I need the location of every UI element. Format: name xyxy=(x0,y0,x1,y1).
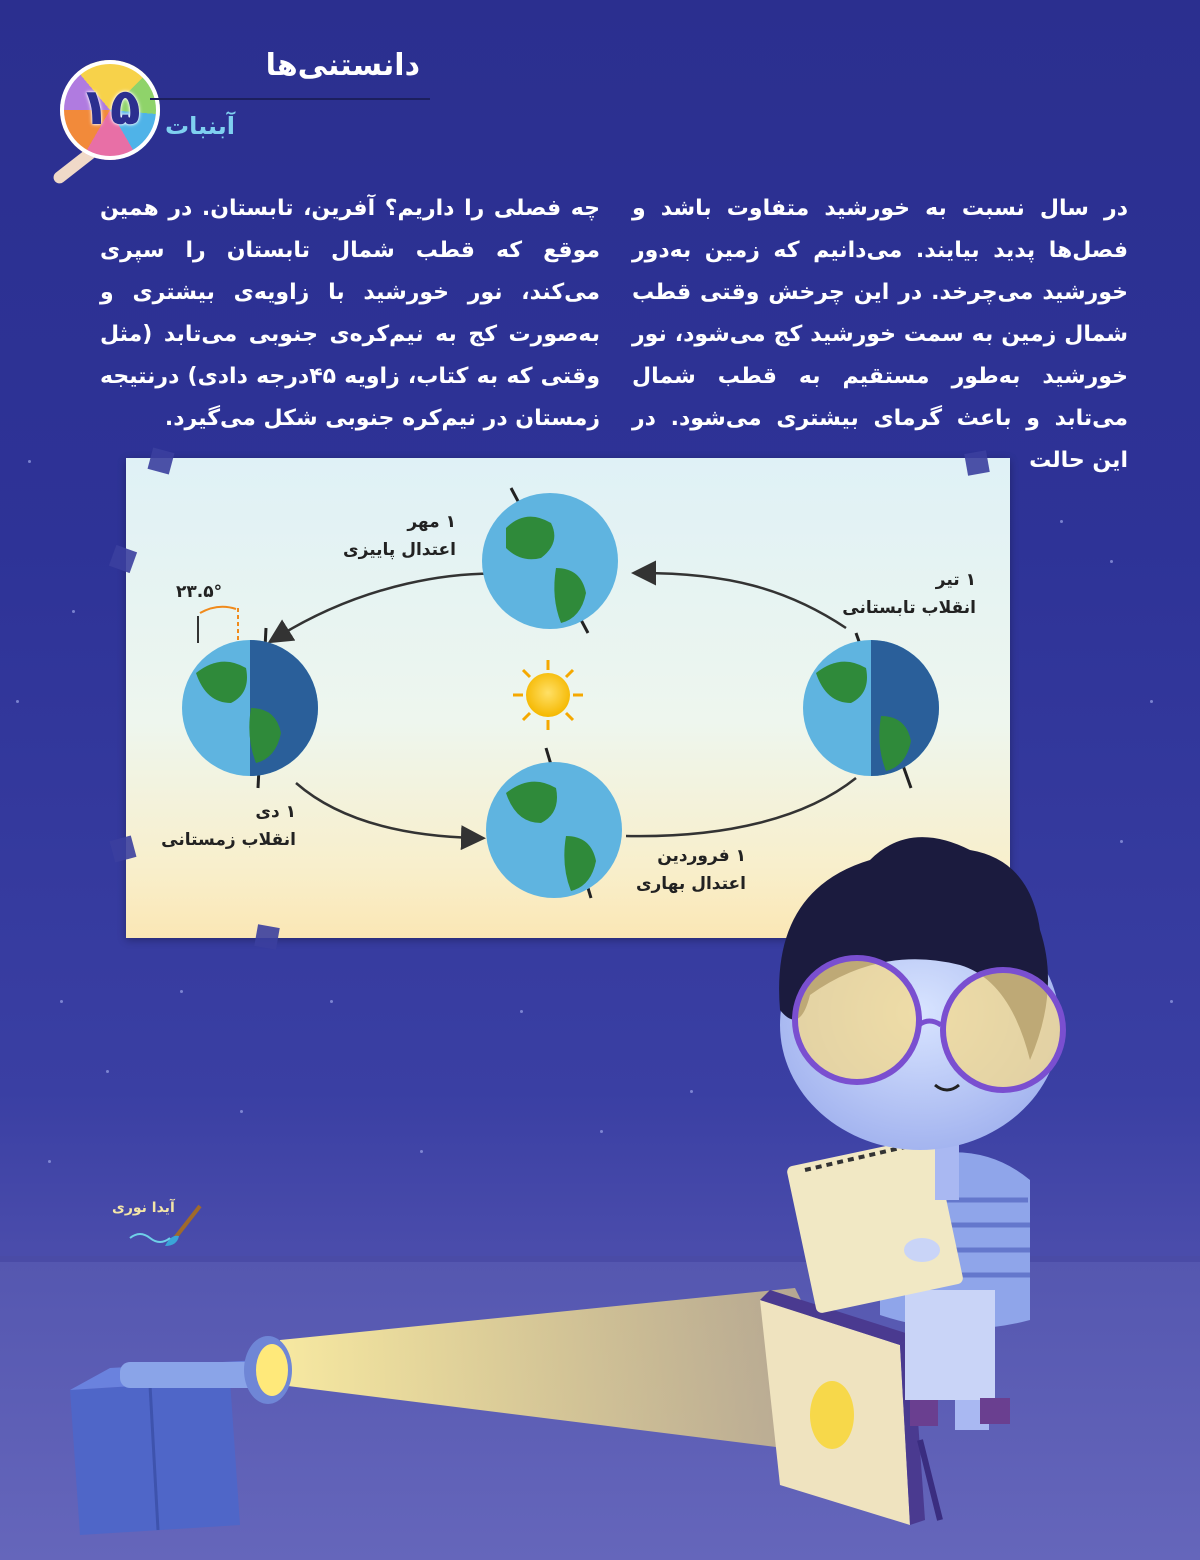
page-number: ۱۵ xyxy=(79,78,141,136)
article-left-column: چه فصلی را داریم؟ آفرین، تابستان. در همین موقع که قطب شمال تابستان را سپری می‌کند، نور خورشید با زاویه‌ی بیشتری و به‌صورت کج به نیم‌کره‌ی جنوبی می‌تابد (مثل وقتی که به کتاب، زاویه ۴۵درجه دادی) درنتیجه زمستان در نیم‌کره جنوبی شکل می‌گیرد. xyxy=(100,196,600,431)
article-right-column: در سال نسبت به خورشید متفاوت باشد و فصل‌ها پدید بیایند. می‌دانیم که زمین به‌دور خورشید می‌چرخد. در این چرخش وقتی قطب شمال زمین به سمت خورشید کج می‌شود، نور خورشید به‌طور مستقیم به قطب شمال می‌تابد و باعث گرمای بیشتری می‌شود. در این حالت xyxy=(632,196,1128,473)
label-summer-name: انقلاب تابستانی xyxy=(842,598,976,618)
label-winter-name: انقلاب زمستانی xyxy=(161,830,296,850)
label-autumn-date: ۱ مهر xyxy=(407,512,456,532)
section-title: دانستنی‌ها xyxy=(265,48,420,83)
glasses-right xyxy=(943,970,1063,1090)
glasses-left xyxy=(795,958,919,1082)
label-spring-name: اعتدال بهاری xyxy=(635,874,746,894)
illustrator-credit: آیدا نوری xyxy=(112,1200,175,1216)
label-summer-date: ۱ تیر xyxy=(935,570,976,590)
label-tilt-angle: ۲۳.۵° xyxy=(176,582,223,602)
label-autumn-name: اعتدال پاییزی xyxy=(343,540,456,560)
brand-name: آبنبات xyxy=(165,112,235,140)
label-spring-date: ۱ فروردین xyxy=(657,846,746,866)
label-winter-date: ۱ دی xyxy=(255,802,296,822)
